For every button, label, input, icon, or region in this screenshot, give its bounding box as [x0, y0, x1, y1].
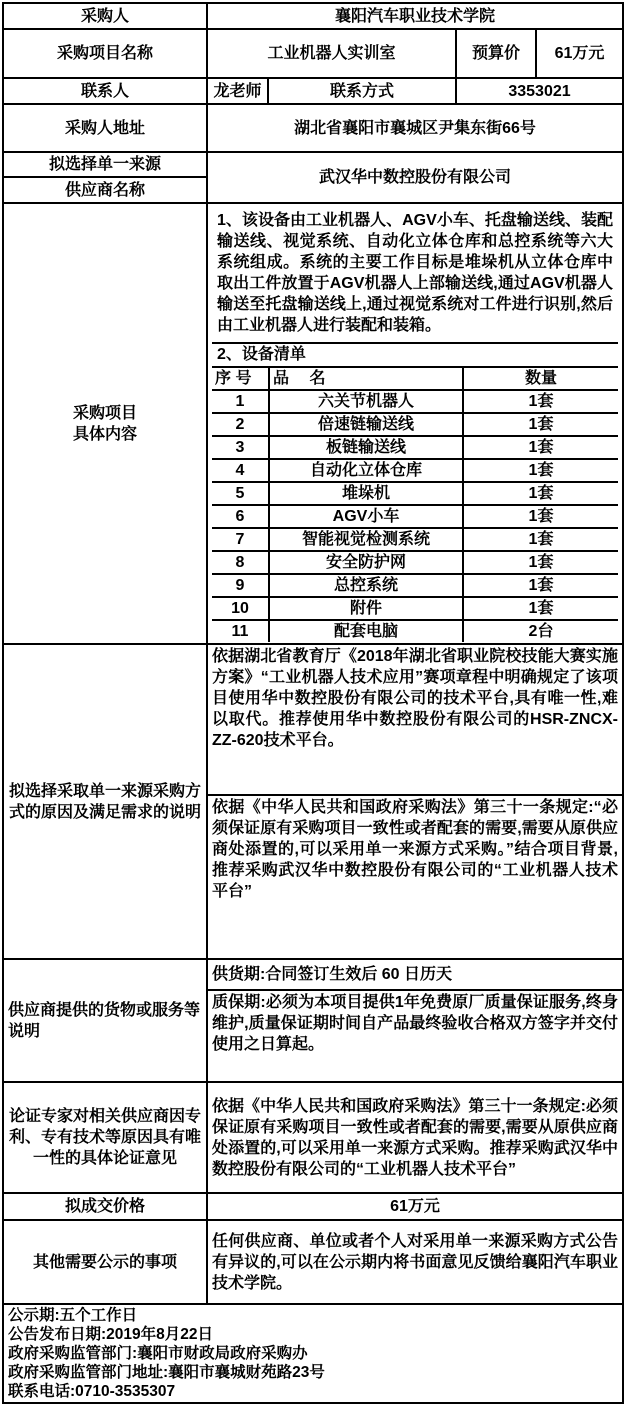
project-content-cell	[207, 203, 623, 644]
equipment-index: 11	[212, 620, 269, 642]
row-price	[3, 1193, 623, 1220]
equipment-row	[212, 390, 618, 413]
row-project-name	[3, 29, 623, 78]
equipment-qty: 1套	[463, 413, 618, 436]
equipment-index: 3	[212, 436, 269, 459]
equipment-name: 倍速链输送线	[269, 413, 463, 436]
reason-label: 拟选择采取单一来源采购方式的原因及满足需求的说明	[3, 644, 207, 959]
reason-paragraph-2: 依据《中华人民共和国政府采购法》第三十一条规定:“必须保证原有采购项目一致性或者配套的需要,需要从原供应商处添置的,可以采用单一来源方式采购。”结合项目背景,推荐采购武汉华中数控股份有限公司的“工业机器人技术平台”	[207, 795, 623, 959]
equipment-index: 5	[212, 482, 269, 505]
supplier-label-line2: 供应商名称	[3, 177, 207, 203]
price-value: 61万元	[207, 1193, 623, 1220]
equipment-header-qty: 数量	[463, 367, 618, 390]
footer-line: 政府采购监管部门:襄阳市财政局政府采购办	[8, 1345, 308, 1362]
project-content-label-line1: 采购项目	[72, 404, 137, 422]
equipment-name: 总控系统	[269, 574, 463, 597]
footer-line: 联系电话:0710-3535307	[8, 1383, 176, 1400]
contact-label: 联系人	[3, 78, 207, 104]
equipment-row	[212, 551, 618, 574]
equipment-index: 4	[212, 459, 269, 482]
equipment-row	[212, 620, 618, 642]
equipment-qty: 1套	[463, 505, 618, 528]
contact-phone: 3353021	[456, 78, 623, 104]
equipment-qty: 1套	[463, 436, 618, 459]
equipment-name: 六关节机器人	[269, 390, 463, 413]
equipment-row	[212, 413, 618, 436]
equipment-row	[212, 574, 618, 597]
footer-line: 公告发布日期:2019年8月22日	[8, 1326, 214, 1343]
purchaser-value: 襄阳汽车职业技术学院	[207, 3, 623, 29]
project-content-label	[3, 203, 207, 644]
contact-method-label: 联系方式	[268, 78, 456, 104]
equipment-row	[212, 459, 618, 482]
equipment-name: 堆垛机	[269, 482, 463, 505]
equipment-index: 1	[212, 390, 269, 413]
equipment-name: 智能视觉检测系统	[269, 528, 463, 551]
procurement-announcement-table	[2, 2, 624, 1404]
equipment-name: 自动化立体仓库	[269, 459, 463, 482]
row-expert	[3, 1082, 623, 1193]
equipment-table	[212, 366, 618, 642]
equipment-index: 6	[212, 505, 269, 528]
equipment-qty: 2台	[463, 620, 618, 642]
row-contact	[3, 78, 623, 104]
equipment-index: 8	[212, 551, 269, 574]
equipment-name: 附件	[269, 597, 463, 620]
equipment-qty: 1套	[463, 574, 618, 597]
expert-label: 论证专家对相关供应商因专利、专有技术等原因具有唯一性的具体论证意见	[3, 1082, 207, 1193]
budget-label: 预算价	[456, 29, 536, 78]
goods-warranty: 质保期:必须为本项目提供1年免费原厂质量保证服务,终身维护,质量保证期时间自产品最终验收合格双方签字并交付使用之日算起。	[207, 990, 623, 1082]
supplier-label-line1: 拟选择单一来源	[3, 152, 207, 177]
other-label: 其他需要公示的事项	[3, 1220, 207, 1304]
equipment-row	[212, 597, 618, 620]
footer-lines	[8, 1306, 618, 1401]
project-name-value: 工业机器人实训室	[207, 29, 456, 78]
footer	[3, 1304, 623, 1403]
equipment-index: 9	[212, 574, 269, 597]
address-label: 采购人地址	[3, 104, 207, 152]
equipment-header-name: 品 名	[269, 367, 463, 390]
row-goods-1	[3, 959, 623, 990]
equipment-row	[212, 505, 618, 528]
project-content-label-line2: 具体内容	[72, 425, 137, 443]
address-value: 湖北省襄阳市襄城区尹集东街66号	[207, 104, 623, 152]
equipment-header-row	[212, 367, 618, 390]
equipment-index: 7	[212, 528, 269, 551]
equipment-qty: 1套	[463, 551, 618, 574]
project-description: 1、该设备由工业机器人、AGV小车、托盘输送线、装配输送线、视觉系统、自动化立体仓库和总控系统等六大系统组成。系统的主要工作目标是堆垛机从立体仓库中取出工件放置于AGV机器人上部输送线,通过AGV机器人输送至托盘输送线上,通过视觉系统对工件进行识别,然后由工业机器人进行装配和装箱。	[217, 212, 614, 334]
purchaser-label: 采购人	[3, 3, 207, 29]
project-name-label: 采购项目名称	[3, 29, 207, 78]
footer-line: 公示期:五个工作日	[8, 1307, 138, 1324]
row-supplier-1	[3, 152, 623, 177]
contact-person: 龙老师	[207, 78, 268, 104]
footer-line: 政府采购监管部门地址:襄阳市襄城财苑路23号	[8, 1364, 325, 1381]
equipment-header-index: 序 号	[212, 367, 269, 390]
row-other	[3, 1220, 623, 1304]
equipment-qty: 1套	[463, 459, 618, 482]
equipment-qty: 1套	[463, 390, 618, 413]
price-label: 拟成交价格	[3, 1193, 207, 1220]
equipment-index: 10	[212, 597, 269, 620]
equipment-row	[212, 528, 618, 551]
row-reason-1	[3, 644, 623, 795]
row-address	[3, 104, 623, 152]
row-purchaser	[3, 3, 623, 29]
equipment-qty: 1套	[463, 597, 618, 620]
goods-delivery: 供货期:合同签订生效后 60 日历天	[207, 959, 623, 990]
equipment-row	[212, 482, 618, 505]
equipment-row	[212, 436, 618, 459]
equipment-name: 板链输送线	[269, 436, 463, 459]
equipment-name: AGV小车	[269, 505, 463, 528]
reason-paragraph-1: 依据湖北省教育厅《2018年湖北省职业院校技能大赛实施方案》“工业机器人技术应用”赛项章程中明确规定了该项目使用华中数控股份有限公司的技术平台,具有唯一性,难以取代。推荐使用华中数控股份有限公司的HSR-ZNCX-ZZ-620技术平台。	[207, 644, 623, 795]
equipment-index: 2	[212, 413, 269, 436]
equipment-qty: 1套	[463, 482, 618, 505]
row-footer	[3, 1304, 623, 1403]
other-value: 任何供应商、单位或者个人对采用单一来源采购方式公告有异议的,可以在公示期内将书面意见反馈给襄阳汽车职业技术学院。	[207, 1220, 623, 1304]
equipment-name: 配套电脑	[269, 620, 463, 642]
equipment-name: 安全防护网	[269, 551, 463, 574]
budget-value: 61万元	[536, 29, 623, 78]
row-project-content	[3, 203, 623, 644]
expert-opinion: 依据《中华人民共和国政府采购法》第三十一条规定:必须保证原有采购项目一致性或者配套的需要,需要从原供应商处添置的,可以采用单一来源方式采购。推荐采购武汉华中数控股份有限公司的“工业机器人技术平台”	[207, 1082, 623, 1193]
equipment-list-title: 2、设备清单	[212, 342, 618, 366]
equipment-qty: 1套	[463, 528, 618, 551]
supplier-value: 武汉华中数控股份有限公司	[207, 152, 623, 203]
goods-label: 供应商提供的货物或服务等说明	[3, 959, 207, 1082]
